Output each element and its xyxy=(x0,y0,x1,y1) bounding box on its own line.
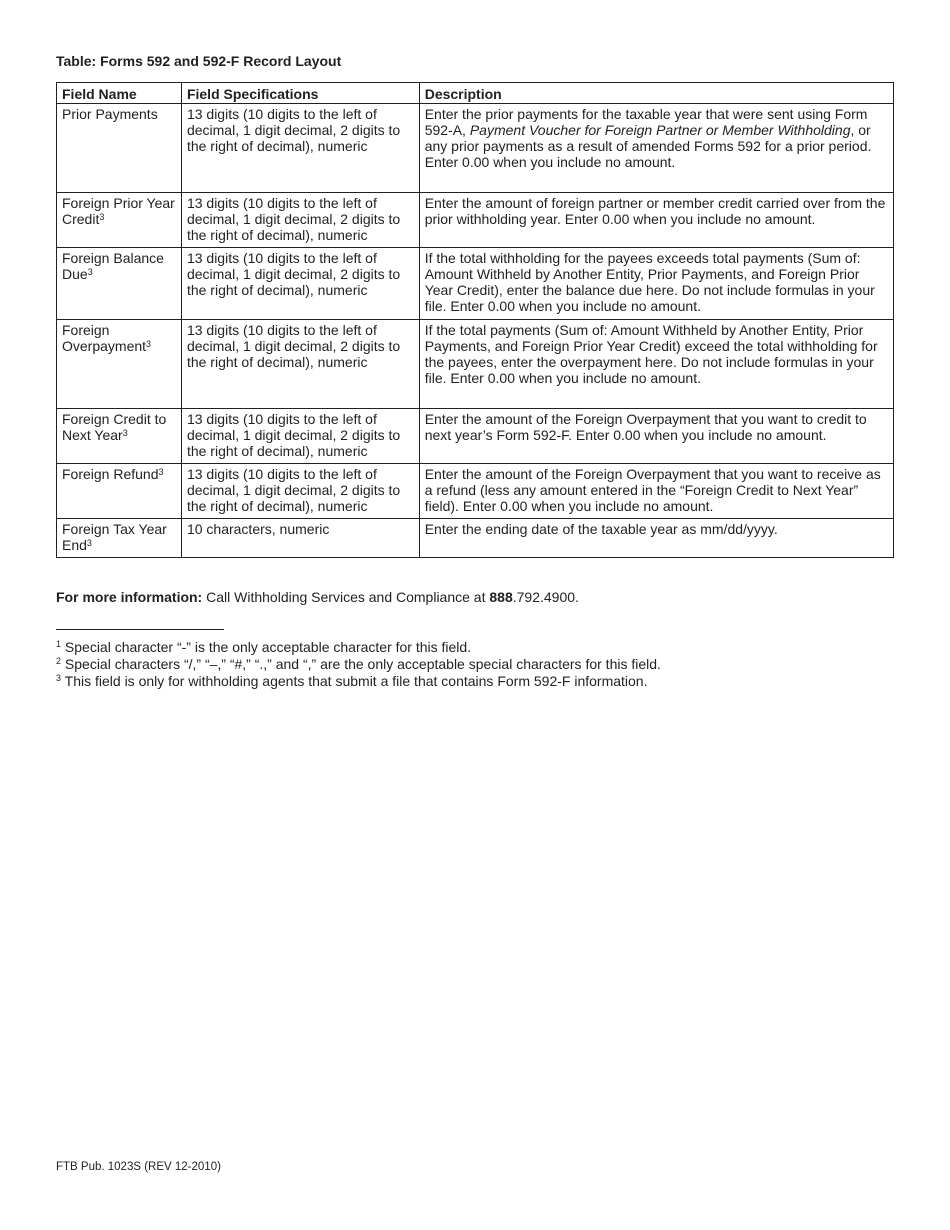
footnote-number: 2 xyxy=(56,656,62,666)
field-spec-cell: 13 digits (10 digits to the left of decimal, 1 digit decimal, 2 digits to the right of decimal), numeric xyxy=(181,409,419,464)
field-name-cell xyxy=(57,193,182,248)
field-name-cell xyxy=(57,409,182,464)
field-name: Foreign Balance Due xyxy=(62,250,164,282)
field-name-cell xyxy=(57,464,182,519)
column-header-field-name: Field Name xyxy=(57,83,182,104)
table-row xyxy=(57,104,894,193)
footnote-ref: 3 xyxy=(146,339,152,349)
more-information-label: For more information: xyxy=(56,589,203,605)
footnote-ref: 3 xyxy=(99,212,105,222)
field-spec-cell: 10 characters, numeric xyxy=(181,519,419,558)
description-cell: Enter the amount of foreign partner or member credit carried over from the prior withholding year. Enter 0.00 when you include no amount. xyxy=(419,193,893,248)
field-name: Foreign Tax Year End xyxy=(62,521,167,553)
field-spec-cell: 13 digits (10 digits to the left of decimal, 1 digit decimal, 2 digits to the right of decimal), numeric xyxy=(181,193,419,248)
description-cell: Enter the amount of the Foreign Overpayment that you want to receive as a refund (less any amount entered in the “Foreign Credit to Next Year” field). Enter 0.00 when you include no amount. xyxy=(419,464,893,519)
more-information-line xyxy=(56,589,579,605)
field-name: Foreign Overpayment xyxy=(62,322,147,354)
footnote xyxy=(56,673,661,690)
phone-area-code: 888 xyxy=(489,589,513,605)
more-information-text: Call Withholding Services and Compliance at xyxy=(202,589,490,605)
phone-number-rest: .792.4900. xyxy=(512,589,579,605)
footnotes xyxy=(56,639,661,690)
field-name-cell xyxy=(57,248,182,320)
field-spec-cell: 13 digits (10 digits to the left of decimal, 1 digit decimal, 2 digits to the right of decimal), numeric xyxy=(181,104,419,193)
description-cell xyxy=(419,104,893,193)
field-name: Foreign Prior Year Credit xyxy=(62,195,175,227)
footnote-ref: 3 xyxy=(86,538,92,548)
footnote-text: Special character “-” is the only acceptable character for this field. xyxy=(61,639,472,655)
footnote xyxy=(56,639,661,656)
description-cell: If the total withholding for the payees exceeds total payments (Sum of: Amount Withheld by Another Entity, Prior Payments, and Foreign Prior Year Credit), enter the balance due here. Do not include formulas in your file. Enter 0.00 when you include no amount. xyxy=(419,248,893,320)
footnote-number: 3 xyxy=(56,673,62,683)
description-cell: If the total payments (Sum of: Amount Withheld by Another Entity, Prior Payments, and Foreign Prior Year Credit) exceed the total withholding for the payees, enter the overpayment here. Do not include formulas in your file. Enter 0.00 when you include no amount. xyxy=(419,320,893,409)
description-text: Enter the prior payments for the taxable year that were sent using Form 592-A, xyxy=(424,106,868,138)
publication-footer: FTB Pub. 1023S (REV 12-2010) xyxy=(56,1161,221,1173)
field-name-cell xyxy=(57,320,182,409)
footnote-text: This field is only for withholding agents that submit a file that contains Form 592-F information. xyxy=(61,673,648,689)
table-row xyxy=(57,519,894,558)
footnote xyxy=(56,656,661,673)
footnote-text: Special characters “/,” “–,” “#,” “.,” and “,” are the only acceptable special characters for this field. xyxy=(61,656,661,672)
column-header-field-specifications: Field Specifications xyxy=(181,83,419,104)
footnote-number: 1 xyxy=(56,639,62,649)
table-row xyxy=(57,193,894,248)
description-text: , or any prior payments as a result of amended Forms 592 for a prior period. Enter 0.00 when you include no amount. xyxy=(424,122,872,170)
column-header-description: Description xyxy=(419,83,893,104)
field-name: Prior Payments xyxy=(62,106,158,122)
field-spec-cell: 13 digits (10 digits to the left of decimal, 1 digit decimal, 2 digits to the right of decimal), numeric xyxy=(181,248,419,320)
footnote-ref: 3 xyxy=(87,267,93,277)
table-header-row xyxy=(57,83,894,104)
field-name-cell xyxy=(57,104,182,193)
description-cell: Enter the amount of the Foreign Overpayment that you want to credit to next year’s Form 592-F. Enter 0.00 when you include no amount. xyxy=(419,409,893,464)
record-layout-table xyxy=(56,82,894,558)
footnote-ref: 3 xyxy=(122,428,128,438)
field-name: Foreign Refund xyxy=(62,466,159,482)
table-row xyxy=(57,409,894,464)
field-name-cell xyxy=(57,519,182,558)
table-row xyxy=(57,248,894,320)
field-spec-cell: 13 digits (10 digits to the left of decimal, 1 digit decimal, 2 digits to the right of decimal), numeric xyxy=(181,464,419,519)
table-row xyxy=(57,320,894,409)
table-title: Table: Forms 592 and 592-F Record Layout xyxy=(56,53,342,69)
description-cell: Enter the ending date of the taxable year as mm/dd/yyyy. xyxy=(419,519,893,558)
footnote-divider xyxy=(56,629,224,630)
table-row xyxy=(57,464,894,519)
field-name: Foreign Credit to Next Year xyxy=(62,411,167,443)
field-spec-cell: 13 digits (10 digits to the left of decimal, 1 digit decimal, 2 digits to the right of decimal), numeric xyxy=(181,320,419,409)
description-form-title: Payment Voucher for Foreign Partner or Member Withholding xyxy=(469,122,851,138)
footnote-ref: 3 xyxy=(158,467,164,477)
